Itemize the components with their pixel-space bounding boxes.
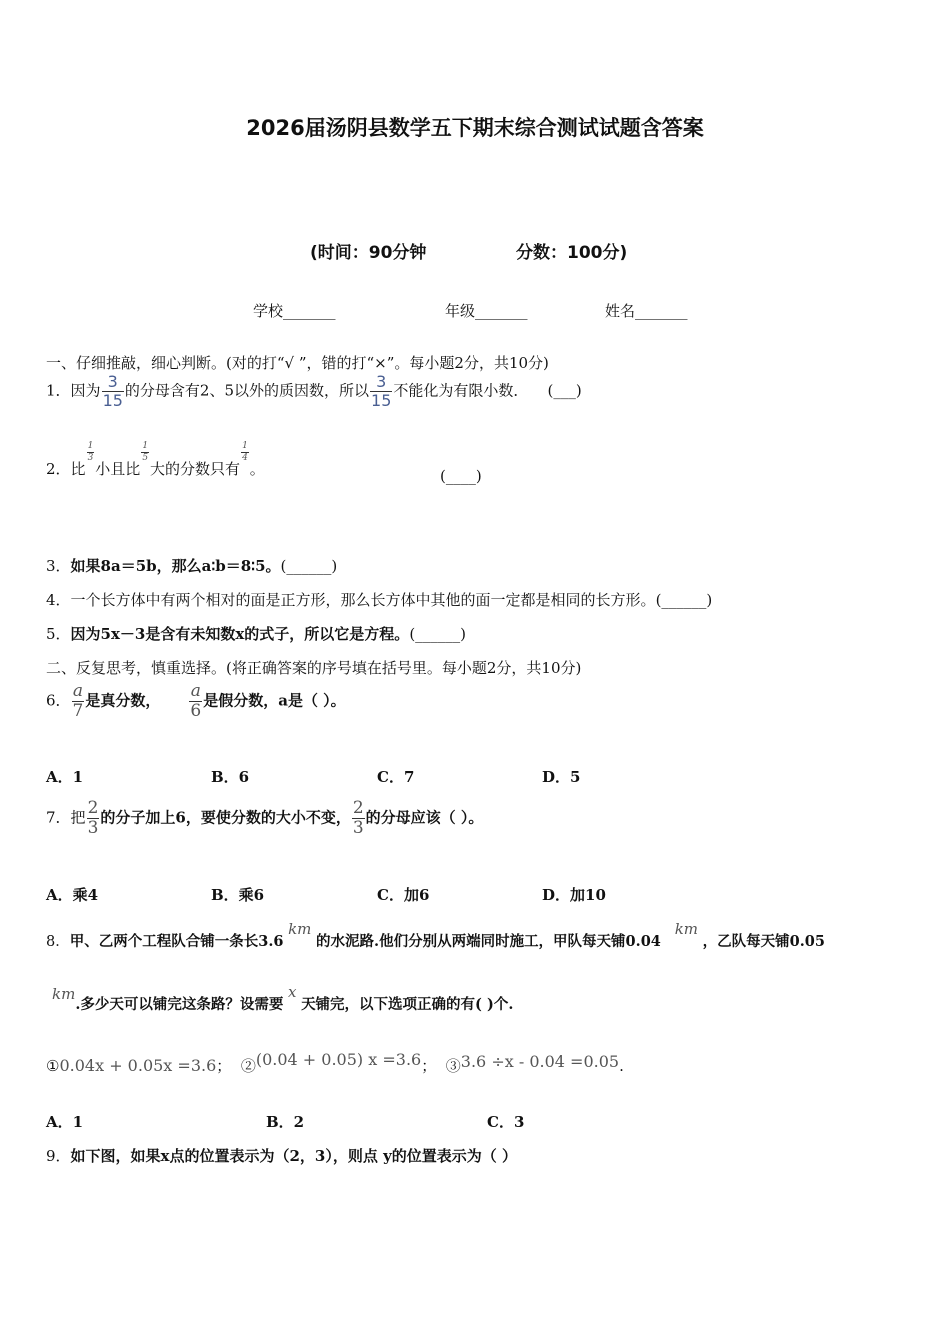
question-2: 2．比 $\frac{1}{3}$ 小且比 $\frac{1}{5}$ 大的分数只有 $\frac{1}{4}$ 。 — [46, 441, 265, 478]
question-7: 7．把 $\frac{2}{3}$ 的分子加上6，要使分数的大小不变， $\frac{2}{3}$ 的分母应该（ ）。 — [46, 798, 484, 838]
question-4: 4．一个长方体中有两个相对的面是正方形，那么长方体中其他的面一定都是相同的长方形。(______) — [46, 591, 713, 609]
fraction-3-15: $\frac{3}{15}$ — [371, 372, 392, 410]
option-a[interactable]: A．1 — [46, 1113, 84, 1131]
fraction-a-6: $\frac{a}{6}$ — [190, 681, 202, 721]
answer-blank[interactable]: (______) — [409, 625, 467, 643]
option-a[interactable]: A．1 — [46, 768, 84, 786]
unit-km: km — [52, 985, 76, 1003]
variable-x: x — [287, 983, 297, 1001]
option-b[interactable]: B．2 — [266, 1113, 305, 1131]
fraction-3-15: $\frac{3}{15}$ — [102, 372, 123, 410]
fraction-2-3: $\frac{2}{3}$ — [87, 798, 99, 838]
answer-blank[interactable]: (____) — [440, 467, 482, 485]
option-b[interactable]: B．乘6 — [211, 886, 265, 904]
exam-time: (时间：90分钟 — [310, 243, 427, 263]
answer-blank[interactable]: (______) — [655, 591, 713, 609]
option-c[interactable]: C．3 — [487, 1113, 525, 1131]
question-5: 5．因为5x－3是含有未知数x的式子，所以它是方程。(______) — [46, 625, 467, 643]
question-6: 6． $\frac{a}{7}$ 是真分数， $\frac{a}{6}$ 是假分数，a是（ ）。 — [46, 681, 346, 721]
question-3: 3．如果8a＝5b，那么a∶b＝8∶5。(______) — [46, 557, 338, 575]
fraction-1-3: $\frac{1}{3}$ — [87, 441, 94, 463]
name-field[interactable]: 姓名_______ — [605, 302, 688, 320]
equation-3: 3.6 ÷x ‑ 0.04 =0.05 — [460, 1052, 620, 1071]
question-8-equations: ①0.04x + 0.05x =3.6； ②(0.04 + 0.05) x =3.6； ③3.6 ÷x ‑ 0.04 =0.05. — [46, 1050, 624, 1075]
question-8: 8．甲、乙两个工程队合铺一条长3.6 km 的水泥路.他们分别从两端同时施工，甲队每天铺0.04 km ，乙队每天铺0.05 — [46, 920, 825, 950]
question-9: 9．如下图，如果x点的位置表示为（2，3），则点 y的位置表示为（ ） — [46, 1147, 518, 1165]
equation-2: (0.04 + 0.05) x =3.6 — [255, 1050, 422, 1069]
option-b[interactable]: B．6 — [211, 768, 250, 786]
answer-blank[interactable]: (______) — [280, 557, 338, 575]
exam-score: 分数：100分) — [516, 243, 628, 263]
section-1-heading: 一、仔细推敲，细心判断。(对的打“√ ”，错的打“×”。每小题2分，共10分) — [46, 354, 549, 372]
option-c[interactable]: C．加6 — [377, 886, 430, 904]
question-number: 1． — [46, 381, 71, 400]
answer-blank[interactable]: (___) — [547, 381, 582, 400]
page-title: 2026届汤阴县数学五下期末综合测试试题含答案 — [246, 116, 704, 140]
unit-km: km — [674, 920, 699, 938]
fraction-1-4: $\frac{1}{4}$ — [242, 441, 248, 463]
question-1: 1．因为 $\frac{3}{15}$ 的分母含有2、5以外的质因数，所以 $\frac{3}{15}$ 不能化为有限小数． (___) — [46, 372, 582, 410]
grade-field[interactable]: 年级_______ — [445, 302, 528, 320]
option-d[interactable]: D．5 — [542, 768, 581, 786]
option-a[interactable]: A．乘4 — [46, 886, 99, 904]
question-8-continued: km.多少天可以铺完这条路？设需要 x 天铺完，以下选项正确的有( )个. — [52, 983, 514, 1013]
option-c[interactable]: C．7 — [377, 768, 415, 786]
fraction-a-7: $\frac{a}{7}$ — [72, 681, 84, 721]
school-field[interactable]: 学校_______ — [253, 302, 336, 320]
section-2-heading: 二、反复思考，慎重选择。(将正确答案的序号填在括号里。每小题2分，共10分) — [46, 659, 582, 677]
fraction-2-3: $\frac{2}{3}$ — [352, 798, 364, 838]
unit-km: km — [288, 920, 312, 938]
fraction-1-5: $\frac{1}{5}$ — [142, 441, 149, 463]
equation-1: 0.04x + 0.05x =3.6 — [59, 1056, 217, 1075]
option-d[interactable]: D．加10 — [542, 886, 606, 904]
